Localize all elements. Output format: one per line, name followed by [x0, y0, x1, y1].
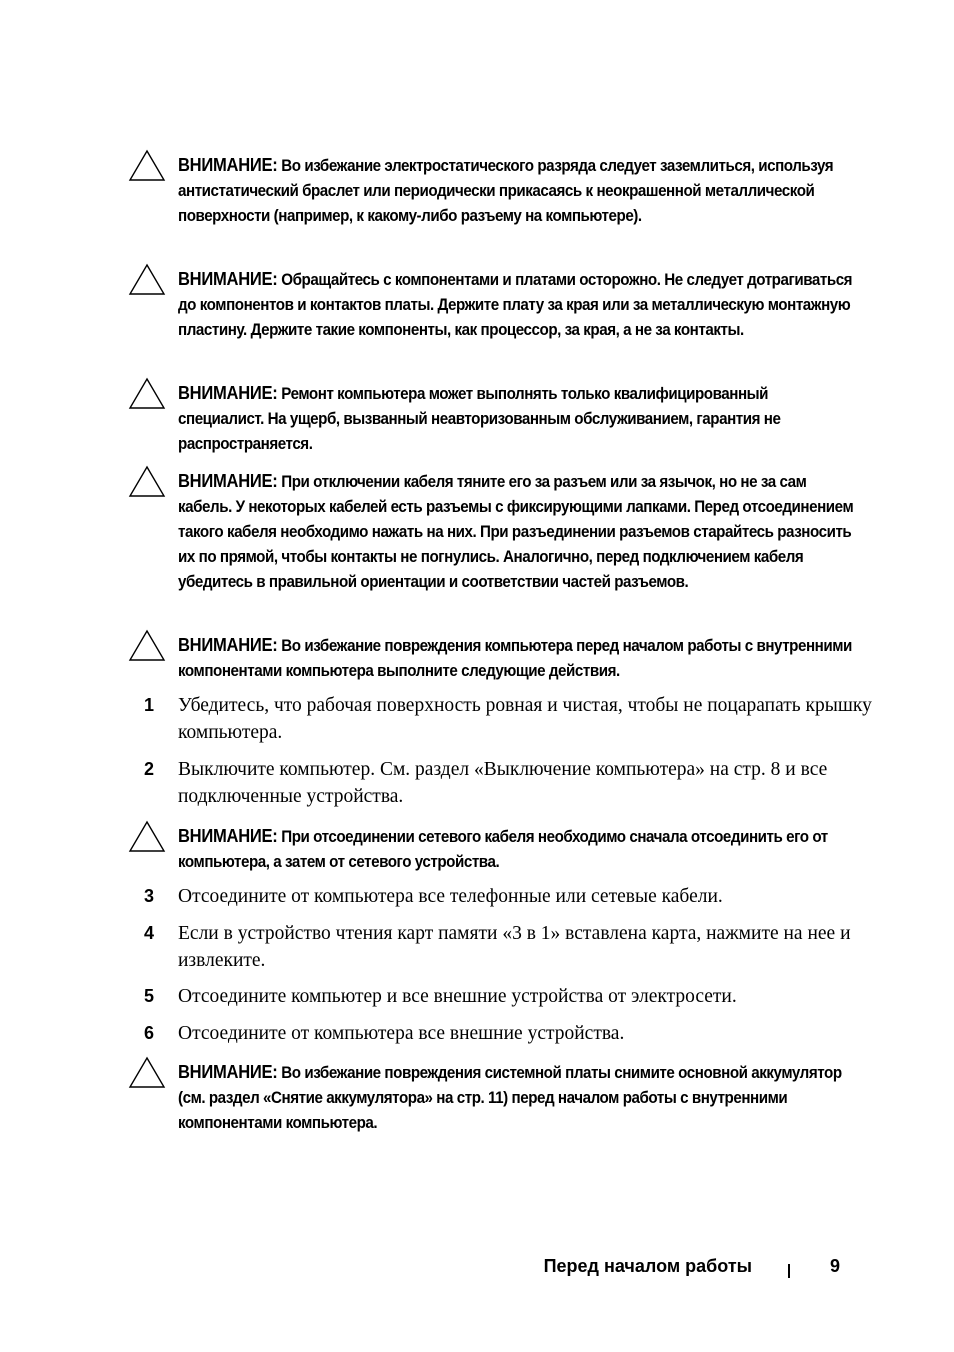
caution-text: [178, 1060, 854, 1136]
page-number: 9: [830, 1256, 841, 1276]
list-item: [128, 920, 908, 974]
step-text: Выключите компьютер. См. раздел «Выключение компьютера» на стр. 8 и все подключенные устройства.: [178, 759, 828, 807]
step-number: 1: [144, 695, 155, 715]
caution-notice: [128, 633, 908, 684]
caution-body: Во избежание повреждения системной платы снимите основной аккумулятор (см. раздел «Снятие аккумулятора» на стр. 11) перед началом работы с внутренними компонентами компьютера.: [178, 1064, 842, 1132]
caution-triangle-icon: [128, 377, 166, 411]
caution-body: Во избежание повреждения компьютера перед началом работы с внутренними компонентами компьютера выполните следующие действия.: [178, 637, 852, 680]
step-number: 3: [144, 886, 155, 906]
caution-label: ВНИМАНИЕ:: [178, 1062, 278, 1082]
list-item: [128, 883, 908, 910]
step-text: Если в устройство чтения карт памяти «3 в 1» вставлена карта, нажмите на нее и извлеките.: [178, 923, 851, 971]
caution-notice: [128, 153, 908, 229]
step-text: Отсоедините от компьютера все телефонные или сетевые кабели.: [178, 886, 723, 907]
list-item: [128, 983, 908, 1010]
caution-body: Ремонт компьютера может выполнять только квалифицированный специалист. На ущерб, вызванный неавторизованным обслуживанием, гарантия не распространяется.: [178, 385, 781, 453]
caution-text: [178, 469, 854, 595]
caution-label: ВНИМАНИЕ:: [178, 635, 278, 655]
section-title: Перед началом работы: [543, 1256, 752, 1276]
page-footer: [0, 1256, 954, 1284]
caution-text: [178, 633, 854, 684]
step-number: 6: [144, 1023, 155, 1043]
caution-body: При отключении кабеля тяните его за разъем или за язычок, но не за сам кабель. У некоторых кабелей есть разъемы с фиксирующими лапками. Перед отсоединением такого кабеля необходимо нажать на них. При разъединении разъемов старайтесь разносить их по прямой, чтобы контакты не погнулись. Аналогично, перед подключением кабеля убедитесь в правильной ориентации и соответствии частей разъемов.: [178, 473, 854, 591]
footer-divider: [788, 1264, 790, 1278]
list-item: [128, 692, 908, 746]
caution-label: ВНИМАНИЕ:: [178, 383, 278, 403]
caution-notice: [128, 381, 908, 457]
list-item: [128, 1020, 908, 1047]
caution-text: [178, 267, 854, 343]
caution-triangle-icon: [128, 149, 166, 183]
step-text: Убедитесь, что рабочая поверхность ровная и чистая, чтобы не поцарапать крышку компьютера.: [178, 695, 872, 743]
caution-body: Обращайтесь с компонентами и платами осторожно. Не следует дотрагиваться до компонентов и контактов платы. Держите плату за края или за металлическую монтажную пластину. Держите такие компоненты, как процессор, за края, а не за контакты.: [178, 271, 853, 339]
caution-triangle-icon: [128, 1056, 166, 1090]
list-item: [128, 756, 908, 810]
caution-triangle-icon: [128, 465, 166, 499]
caution-triangle-icon: [128, 629, 166, 663]
step-number: 2: [144, 759, 155, 779]
caution-label: ВНИМАНИЕ:: [178, 471, 278, 491]
caution-notice: [128, 267, 908, 343]
caution-text: [178, 824, 854, 875]
caution-text: [178, 381, 854, 457]
caution-triangle-icon: [128, 820, 166, 854]
caution-label: ВНИМАНИЕ:: [178, 269, 278, 289]
step-number: 4: [144, 923, 155, 943]
step-text: Отсоедините от компьютера все внешние устройства.: [178, 1023, 625, 1044]
caution-notice: [128, 824, 908, 875]
step-text: Отсоедините компьютер и все внешние устройства от электросети.: [178, 986, 737, 1007]
caution-body: При отсоединении сетевого кабеля необходимо сначала отсоединить его от компьютера, а затем от сетевого устройства.: [178, 828, 828, 871]
caution-label: ВНИМАНИЕ:: [178, 826, 278, 846]
caution-triangle-icon: [128, 263, 166, 297]
step-number: 5: [144, 986, 155, 1006]
caution-text: [178, 153, 854, 229]
caution-notice: [128, 1060, 908, 1136]
caution-body: Во избежание электростатического разряда следует заземлиться, используя антистатический браслет или периодически прикасаясь к неокрашенной металлической поверхности (например, к какому-либо разъему на компьютере).: [178, 157, 834, 225]
caution-label: ВНИМАНИЕ:: [178, 155, 278, 175]
caution-notice: [128, 469, 908, 595]
